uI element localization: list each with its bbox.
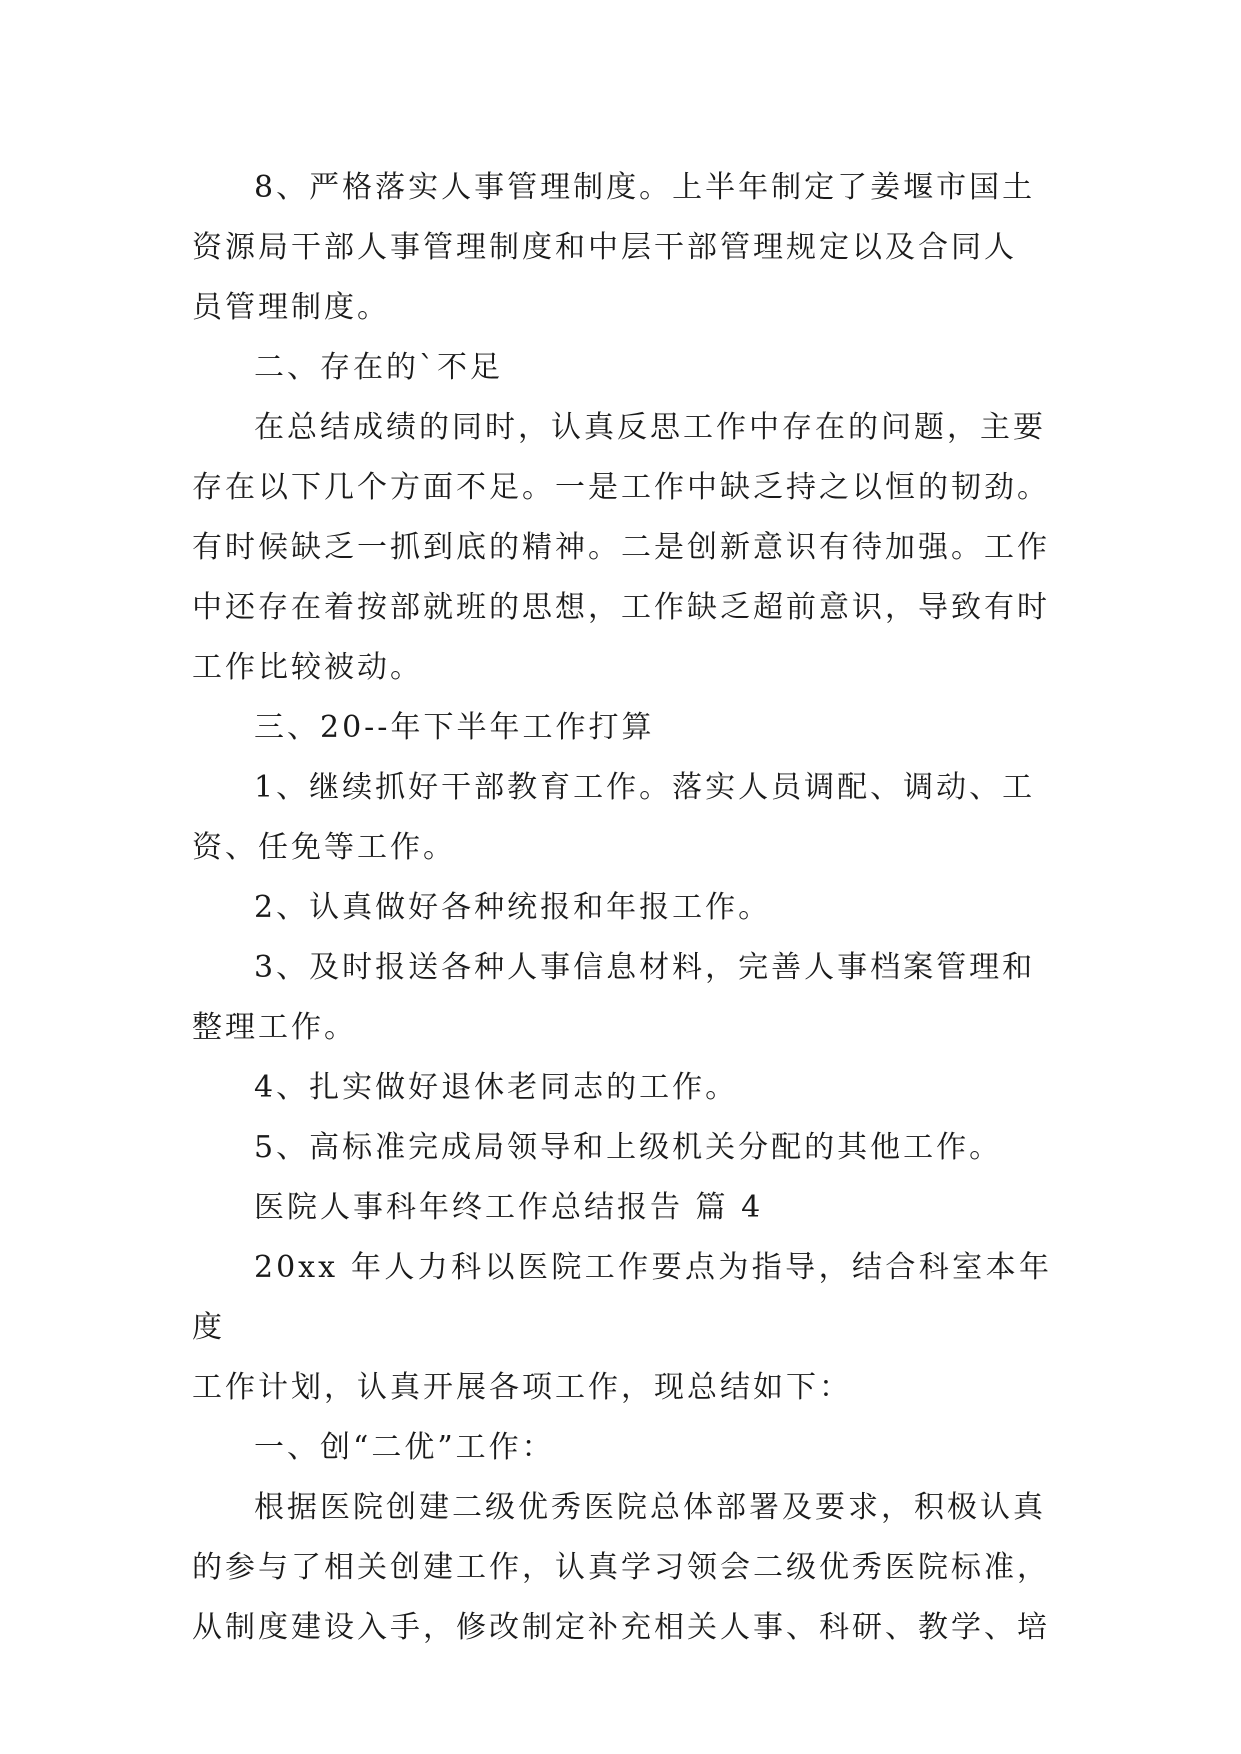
paragraph-line: 根据医院创建二级优秀医院总体部署及要求，积极认真 (254, 1490, 1046, 1525)
paragraph-line: 二、存在的`不足 (254, 350, 503, 385)
paragraph-line: 医院人事科年终工作总结报告 篇 4 (254, 1190, 764, 1225)
paragraph-line: 3、及时报送各种人事信息材料，完善人事档案管理和 (254, 950, 1036, 985)
paragraph-line: 资源局干部人事管理制度和中层干部管理规定以及合同人 (192, 230, 1017, 265)
paragraph-line: 资、任免等工作。 (192, 830, 456, 865)
paragraph-line: 5、高标准完成局领导和上级机关分配的其他工作。 (254, 1130, 1003, 1165)
paragraph-line: 工作比较被动。 (192, 650, 423, 685)
paragraph-line: 整理工作。 (192, 1010, 357, 1045)
section-heading-plan (192, 698, 1052, 758)
list-item-5 (192, 1118, 1052, 1178)
paragraph-line: 工作计划，认真开展各项工作，现总结如下： (192, 1370, 852, 1405)
paragraph-line: 三、20--年下半年工作打算 (254, 710, 655, 745)
list-item-3 (192, 938, 1052, 1058)
paragraph-line: 2、认真做好各种统报和年报工作。 (254, 890, 772, 925)
paragraph-last (192, 1478, 1052, 1658)
paragraph-line: 存在以下几个方面不足。一是工作中缺乏持之以恒的韧劲。 (192, 470, 1050, 505)
report-title (192, 1178, 1052, 1238)
paragraph-line: 有时候缺乏一抓到底的精神。二是创新意识有待加强。工作 (192, 530, 1050, 565)
list-item-2 (192, 878, 1052, 938)
paragraph-1 (192, 158, 1052, 338)
paragraph-line: 中还存在着按部就班的思想，工作缺乏超前意识，导致有时 (192, 590, 1050, 625)
list-item-4 (192, 1058, 1052, 1118)
paragraph-line: 一、创“二优”工作： (254, 1430, 555, 1465)
paragraph-line: 的参与了相关创建工作，认真学习领会二级优秀医院标准， (192, 1550, 1050, 1585)
paragraph-intro (192, 1238, 1052, 1418)
paragraph-line: 20xx 年人力科以医院工作要点为指导，结合科室本年度 (192, 1250, 1052, 1345)
paragraph-line: 1、继续抓好干部教育工作。落实人员调配、调动、工 (254, 770, 1036, 805)
list-item-1 (192, 758, 1052, 878)
section-heading-excellence (192, 1418, 1052, 1478)
paragraph-line: 员管理制度。 (192, 290, 390, 325)
paragraph-3 (192, 398, 1052, 698)
paragraph-line: 8、严格落实人事管理制度。上半年制定了姜堰市国土 (254, 170, 1036, 205)
paragraph-line: 从制度建设入手，修改制定补充相关人事、科研、教学、培 (192, 1610, 1050, 1645)
document-body (192, 158, 1052, 1658)
paragraph-line: 4、扎实做好退休老同志的工作。 (254, 1070, 739, 1105)
section-heading-deficiencies (192, 338, 1052, 398)
paragraph-line: 在总结成绩的同时，认真反思工作中存在的问题，主要 (254, 410, 1046, 445)
